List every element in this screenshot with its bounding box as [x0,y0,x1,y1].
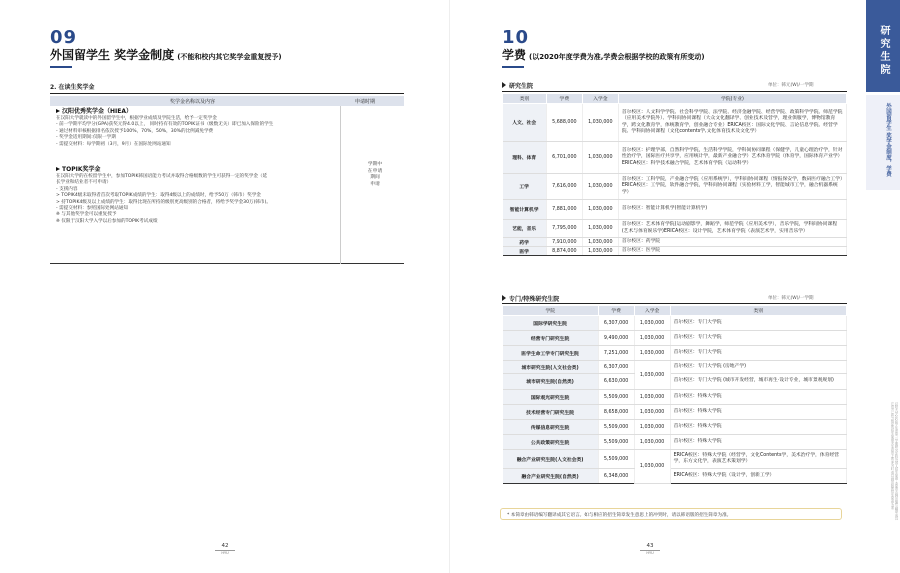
school-name-cell: 城市研究生院(人文社会类) [503,361,599,374]
section-number: 10 [502,27,530,48]
category-cell: 首尔校区：特殊大学院 [670,390,846,405]
grad-section-heading [502,81,533,90]
entry-fee-cell: 1,030,000 [634,390,670,405]
column-divider [340,106,341,264]
spec-table-row [503,405,847,420]
hiea-line: - 前一学期平均学分(GPA)获奖元得4.0以上， 同时持有有效的TOPIK证书（级数无关）即已加入保险的学生 [56,122,274,128]
fee-cell: 6,307,000 [598,316,634,331]
grad-tuition-table [502,93,847,256]
entry-fee-cell: 1,030,000 [634,361,670,390]
description-cell: 首尔校区：智能计算机学(智能计算机学) [618,200,846,220]
grad-table-row [503,104,847,142]
footer-label: HYU [215,550,235,555]
category-cell: 首尔校区：专门大学院 [670,331,846,346]
school-name-cell: 国际观光研究生院 [503,390,599,405]
spec-table-row [503,450,847,469]
spec-table-row [503,361,847,374]
category-cell: 首尔校区：专门大学院 [670,316,846,331]
spec-table-row [503,390,847,405]
school-name-cell: 公共政策研究生院 [503,435,599,450]
school-name-cell: 融合产业研究生院(自然类) [503,469,599,484]
topik-line: - 支援内容 [56,186,78,192]
fee-cell: 6,348,000 [598,469,634,484]
page-number-right [640,543,660,555]
spec-table-row [503,316,847,331]
fee-cell: 7,881,000 [546,200,582,220]
description-cell: 首尔校区：护理学部，自然科学学院，生活科学学院，学科间协同课程（保健学，儿童心理治疗学，针对性治疗学，国际医疗共享学，应用统计学，最新产业融合学）艺术体育学院（体育学，国际体育产业学）ERICA校区：科学技术融合学院，艺术体育学院（运动科学） [618,142,846,174]
grad-table-row [503,200,847,220]
school-name-cell: 经营专门研究生院 [503,331,599,346]
spec-table-row [503,346,847,361]
col-header: 学费 [546,94,582,104]
fee-cell: 7,251,000 [598,346,634,361]
fee-cell: 6,701,000 [546,142,582,174]
title-subtitle: (不能和校内其它奖学金重复授予) [177,53,282,61]
topik-line: 在汉阳大学的在校留学生中，参加TOPIK韩国语能力考试并取得合格级数的学生可获得一定的奖学金（延 [56,174,268,179]
spec-table-row [503,374,847,390]
page-title [502,46,705,63]
topik-line: 长学业和结业者不可申请） [56,180,112,186]
hiea-line: 在汉阳大学就读中的外国留学生中，根据学业成绩及学院生活，给予一定奖学金 [56,116,217,121]
category-cell: ERICA校区：特殊大学院（经营学，文化Contents学，美术治疗学，体育经营学，东方文化学，表演艺术策划学） [670,450,846,469]
unit-label: 单位：韩元(W)/一学期 [768,83,814,88]
title-subtitle: (以2020年度学费为准,学费会根据学校的政策有所变动) [529,53,705,61]
description-cell: 首尔校区：人文科学学院、社会科学学院、法学院、经济金融学院、经营学院、政策科学学院、师范学院（应用美术学院外）、学科间协同课程（大众文化翻译学、创业技术及营学，理业俱服学，博物馆教育学，跨文化教育学，体统教育学，创业融合专业）ERICA校区：国际文化学院、言论信息学院、经营学院、学科间协同课程（文化contents学,文化体育技术及文化学） [618,104,846,142]
category-cell: 智能计算机学 [503,200,547,220]
header-name: 奖学金名称以及内容 [170,99,216,105]
page-title [50,46,282,63]
school-name-cell: 融合产业研究生院(人文社会类) [503,450,599,469]
description-cell: 首尔校区：药学院 [618,238,846,247]
topik-heading: TOPIK奖学金 [56,166,336,174]
spec-table-row [503,331,847,346]
table-top-rule [50,93,404,94]
section-number: 09 [50,27,78,48]
entry-fee-cell: 1,030,000 [582,142,618,174]
category-cell: 艺能，音乐 [503,220,547,238]
scholarship-table-header [50,96,404,106]
spec-table-row [503,435,847,450]
spec-section-label: 专门/特殊研究生院 [509,296,560,303]
title-rule [502,66,524,68]
spec-table-row [503,420,847,435]
school-name-cell: 国际学研究生院 [503,316,599,331]
category-cell: 首尔校区：专门大学院 (房地产学) [670,361,846,374]
tab-scholarship-tuition[interactable]: 外国留学生 奖学金制度，学费 [866,95,900,190]
entry-fee-cell: 1,030,000 [582,200,618,220]
entry-fee-cell: 1,030,000 [634,420,670,435]
description-cell: 首尔校区：工科学院，产业融合学院（应用系统学），学科间协同课程（情报保安学，数码医疗融合工学）ERICA校区：工学院，软件融合学院，学科间协同课程（实验材料工学，智能城市工学，融合机器系统学） [618,174,846,200]
header-time: 申请时期 [355,99,376,105]
entry-fee-cell: 1,030,000 [634,450,670,484]
apply-time-line: 期间 [370,175,380,180]
grad-table-row [503,174,847,200]
topik-line: ※ 与其他奖学金可以重复授予 [56,212,117,218]
entry-fee-cell: 1,030,000 [582,247,618,256]
category-cell: 医学 [503,247,547,256]
fee-cell: 5,688,000 [546,104,582,142]
fee-cell: 8,874,000 [546,247,582,256]
triangle-icon [502,82,506,88]
side-vertical-text: 汉阳大学2020学年度第一学期研究生院外国人招生简章 本简章由韩语编写翻译成其它语言 如与相应的招生简章发生意思上的冲突时 请以韩语版的招生简章为准 [890,402,898,520]
table-top-rule [502,91,847,92]
entry-fee-cell: 1,030,000 [582,174,618,200]
topik-block [56,166,336,225]
apply-time-line: 申请 [370,181,380,187]
entry-fee-cell: 1,030,000 [582,220,618,238]
entry-fee-cell: 1,030,000 [582,104,618,142]
col-header: 入学金 [582,94,618,104]
right-page [450,0,850,573]
fee-cell: 5,509,000 [598,435,634,450]
hiea-line: - 奖学金适用期间:仅限一学期 [56,135,116,141]
category-cell: 理科、体育 [503,142,547,174]
tab-graduate-school[interactable]: 研究生院 [866,0,900,92]
topik-line: > 持TOPIK4级及以上成绩的学生：取得比现在所持的级别更高级别的合格者，将给予奖学金30万(韩币)。 [56,199,271,205]
fee-cell: 7,910,000 [546,238,582,247]
fee-cell: 7,616,000 [546,174,582,200]
col-header: 类别 [503,94,547,104]
page-number-left [215,543,235,555]
apply-time-line: 学期中 [367,162,383,167]
table-header-row [503,306,847,316]
category-cell: 首尔校区：专门大学院 (城市开发经营，城市再生·设计专业，城市景观规划) [670,374,846,390]
category-cell: 药学 [503,238,547,247]
apply-time-cell [350,162,400,188]
section-heading: 2. 在读生奖学金 [50,84,95,91]
scholarship-table-body [50,106,404,264]
entry-fee-cell: 1,030,000 [634,346,670,361]
spec-table-row [503,469,847,484]
table-top-rule [502,303,847,304]
title-text: 学费 [502,48,527,62]
unit-label: 单位：韩元(W)/一学期 [768,296,814,301]
page-number-text: 43 [646,543,654,549]
grad-table-row [503,220,847,238]
special-tuition-table [502,305,847,484]
col-header: 学费 [598,306,634,316]
fee-cell: 6,630,000 [598,374,634,390]
entry-fee-cell: 1,030,000 [634,405,670,420]
triangle-icon [502,295,506,301]
school-name-cell: 传媒信息研究生院 [503,420,599,435]
col-header: 入学金 [634,306,670,316]
grad-table-row [503,238,847,247]
entry-fee-cell: 1,030,000 [634,316,670,331]
hiea-line: - 通过材料审核根据排名依次授予100%，70%，50%，30%的比例减免学费 [56,128,214,134]
apply-time-line: 在申请 [367,168,383,174]
fee-cell: 5,509,000 [598,390,634,405]
fee-cell: 7,795,000 [546,220,582,238]
col-header: 学院 [503,306,599,316]
category-cell: 人文、社会 [503,104,547,142]
col-header: 学院(专业) [618,94,846,104]
school-name-cell: 城市研究生院(自然类) [503,374,599,390]
title-text: 外国留学生 奖学金制度 [50,48,175,62]
category-cell: 首尔校区：专门大学院 [670,346,846,361]
category-cell: 首尔校区：特殊大学院 [670,420,846,435]
category-cell: 首尔校区：特殊大学院 [670,435,846,450]
hiea-line: - 需提交材料：每学期初（3月，9月）在国际处网站通知 [56,141,171,147]
topik-line: ※ 仅限于汉阳大学入学以后参加的TOPIK考试成绩 [56,218,158,224]
grad-table-row [503,142,847,174]
footer-label: HYU [640,550,660,555]
entry-fee-cell: 1,030,000 [634,435,670,450]
fee-cell: 5,509,000 [598,420,634,435]
topik-line: - 需提交材料：参照国际处网站通知 [56,206,129,212]
entry-fee-cell: 1,030,000 [582,238,618,247]
spec-section-heading [502,294,559,303]
school-name-cell: 医学生命工学专门研究生院 [503,346,599,361]
fee-cell: 6,307,000 [598,361,634,374]
table-header-row [503,94,847,104]
fee-cell: 8,658,000 [598,405,634,420]
col-header: 类别 [670,306,846,316]
translation-note: * 本简章由韩语编写翻译成其它语言。如与相应的招生简章发生意思上的冲突时，请以韩语版的招生简章为准。 [500,508,842,520]
grad-section-label: 研究生院 [509,83,534,90]
category-cell: 工学 [503,174,547,200]
topik-line: > TOPIK4级未取得者首次考取TOPIK成绩的学生：取得4级以上的成绩时，给予50万（韩币）奖学金 [56,193,261,199]
category-cell: ERICA校区：特殊大学院（设计学，创新工学） [670,469,846,484]
title-rule [50,66,72,68]
description-cell: 首尔校区：医学院 [618,247,846,256]
description-cell: 首尔校区：艺术体育学院(运动剧影学，舞蹈学，师范学院（应用美术学），音乐学院，学科间协同课程(艺术与体育娱乐学)ERICA校区：设计学院，艺术体育学院（表演艺术学，实用音乐学） [618,220,846,238]
fee-cell: 9,490,000 [598,331,634,346]
hiea-heading: 汉阳优秀奖学金（HIEA） [56,108,336,116]
category-cell: 首尔校区：特殊大学院 [670,405,846,420]
side-tabs [850,0,900,573]
grad-table-row [503,247,847,256]
page-number-text: 42 [221,543,229,549]
school-name-cell: 技术经营专门研究生院 [503,405,599,420]
entry-fee-cell: 1,030,000 [634,331,670,346]
fee-cell: 5,509,000 [598,450,634,469]
hiea-block [56,108,336,148]
